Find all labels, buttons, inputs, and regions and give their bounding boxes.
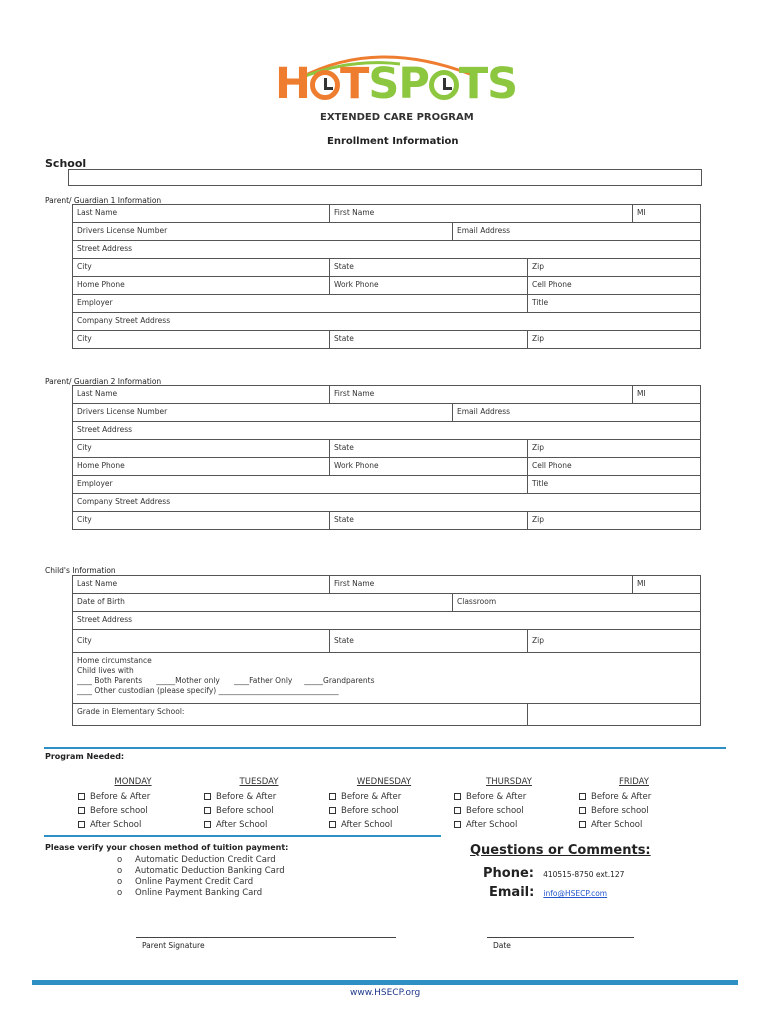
city-field[interactable]: City bbox=[73, 440, 330, 458]
day-friday bbox=[579, 777, 689, 830]
street-field[interactable]: Street Address bbox=[73, 422, 701, 440]
day-label: WEDNESDAY bbox=[356, 777, 412, 787]
tuesday-after-school-checkbox[interactable]: After School bbox=[204, 820, 314, 830]
company-city-field[interactable]: City bbox=[73, 512, 330, 530]
tuesday-before-school-checkbox[interactable]: Before school bbox=[204, 806, 314, 816]
day-label: FRIDAY bbox=[618, 777, 649, 787]
child-zip-field[interactable]: Zip bbox=[528, 630, 701, 653]
child-street-field[interactable]: Street Address bbox=[73, 612, 701, 630]
email-label: Email: bbox=[489, 885, 535, 900]
title-field[interactable]: Title bbox=[528, 295, 701, 313]
program-title: Program Needed: bbox=[45, 752, 125, 761]
home-phone-field[interactable]: Home Phone bbox=[73, 458, 330, 476]
thursday-before-after-checkbox[interactable]: Before & After bbox=[454, 792, 564, 802]
zip-field[interactable]: Zip bbox=[528, 259, 701, 277]
drivers-license-field[interactable]: Drivers License Number bbox=[73, 404, 453, 422]
guardian1-section-title: Parent/ Guardian 1 Information bbox=[45, 196, 162, 205]
email-field[interactable]: Email Address bbox=[453, 404, 701, 422]
classroom-field[interactable]: Classroom bbox=[453, 594, 701, 612]
monday-before-after-checkbox[interactable]: Before & After bbox=[78, 792, 188, 802]
work-phone-field[interactable]: Work Phone bbox=[330, 277, 528, 295]
parent-signature-label: Parent Signature bbox=[142, 941, 205, 950]
company-street-field[interactable]: Company Street Address bbox=[73, 313, 701, 331]
zip-field[interactable]: Zip bbox=[528, 440, 701, 458]
payment-option-3[interactable]: o Online Payment Credit Card bbox=[117, 877, 254, 887]
clock-icon bbox=[429, 70, 459, 100]
phone-value: 410515-8750 ext.127 bbox=[543, 870, 625, 879]
email-field[interactable]: Email Address bbox=[453, 223, 701, 241]
wednesday-before-school-checkbox[interactable]: Before school bbox=[329, 806, 439, 816]
payment-option-1[interactable]: o Automatic Deduction Credit Card bbox=[117, 855, 276, 865]
child-last-name-field[interactable]: Last Name bbox=[73, 576, 330, 594]
drivers-license-field[interactable]: Drivers License Number bbox=[73, 223, 453, 241]
last-name-field[interactable]: Last Name bbox=[73, 205, 330, 223]
phone-label: Phone: bbox=[483, 866, 534, 881]
cell-phone-field[interactable]: Cell Phone bbox=[528, 458, 701, 476]
guardian2-section-title: Parent/ Guardian 2 Information bbox=[45, 377, 162, 386]
footer-bar bbox=[32, 980, 738, 985]
home-circumstance-field[interactable]: Home circumstance Child lives with ____ Both Parents _____Mother only ____Father Only _____Grandparents ____ Other custodian (please specify) ________________________________ bbox=[73, 653, 701, 704]
day-wednesday bbox=[329, 777, 439, 830]
school-field[interactable] bbox=[68, 169, 702, 186]
child-first-name-field[interactable]: First Name bbox=[330, 576, 633, 594]
company-city-field[interactable]: City bbox=[73, 331, 330, 349]
friday-before-school-checkbox[interactable]: Before school bbox=[579, 806, 689, 816]
friday-before-after-checkbox[interactable]: Before & After bbox=[579, 792, 689, 802]
date-label: Date bbox=[493, 941, 511, 950]
school-label: School bbox=[45, 157, 87, 170]
email-row bbox=[489, 881, 607, 900]
section-divider bbox=[44, 747, 726, 749]
day-label: MONDAY bbox=[114, 777, 152, 787]
tuesday-before-after-checkbox[interactable]: Before & After bbox=[204, 792, 314, 802]
program-name: EXTENDED CARE PROGRAM bbox=[320, 112, 474, 123]
footer-website[interactable]: www.HSECP.org bbox=[350, 988, 421, 998]
thursday-before-school-checkbox[interactable]: Before school bbox=[454, 806, 564, 816]
child-state-field[interactable]: State bbox=[330, 630, 528, 653]
child-mi-field[interactable]: MI bbox=[633, 576, 701, 594]
mi-field[interactable]: MI bbox=[633, 386, 701, 404]
company-street-field[interactable]: Company Street Address bbox=[73, 494, 701, 512]
parent-signature-line[interactable] bbox=[136, 937, 396, 938]
day-label: THURSDAY bbox=[486, 777, 532, 787]
day-thursday bbox=[454, 777, 564, 830]
day-monday bbox=[78, 777, 188, 830]
child-table bbox=[72, 575, 701, 726]
company-state-field[interactable]: State bbox=[330, 512, 528, 530]
wednesday-before-after-checkbox[interactable]: Before & After bbox=[329, 792, 439, 802]
title-field[interactable]: Title bbox=[528, 476, 701, 494]
home-phone-field[interactable]: Home Phone bbox=[73, 277, 330, 295]
logo-wordmark: H TSP TS bbox=[275, 59, 518, 109]
day-tuesday bbox=[204, 777, 314, 830]
first-name-field[interactable]: First Name bbox=[330, 205, 633, 223]
child-section-title: Child's Information bbox=[45, 566, 116, 575]
street-field[interactable]: Street Address bbox=[73, 241, 701, 259]
work-phone-field[interactable]: Work Phone bbox=[330, 458, 528, 476]
grade-field[interactable]: Grade in Elementary School: bbox=[73, 704, 528, 726]
employer-field[interactable]: Employer bbox=[73, 476, 528, 494]
payment-option-4[interactable]: o Online Payment Banking Card bbox=[117, 888, 263, 898]
first-name-field[interactable]: First Name bbox=[330, 386, 633, 404]
thursday-after-school-checkbox[interactable]: After School bbox=[454, 820, 564, 830]
guardian2-table bbox=[72, 385, 701, 530]
grade-value-field[interactable] bbox=[528, 704, 701, 726]
guardian1-table bbox=[72, 204, 701, 349]
state-field[interactable]: State bbox=[330, 440, 528, 458]
dob-field[interactable]: Date of Birth bbox=[73, 594, 453, 612]
company-state-field[interactable]: State bbox=[330, 331, 528, 349]
payment-title: Please verify your chosen method of tuition payment: bbox=[45, 843, 289, 852]
form-title: Enrollment Information bbox=[327, 136, 459, 147]
city-field[interactable]: City bbox=[73, 259, 330, 277]
contact-title: Questions or Comments: bbox=[470, 843, 651, 858]
employer-field[interactable]: Employer bbox=[73, 295, 528, 313]
last-name-field[interactable]: Last Name bbox=[73, 386, 330, 404]
date-line[interactable] bbox=[487, 937, 634, 938]
company-zip-field[interactable]: Zip bbox=[528, 512, 701, 530]
child-city-field[interactable]: City bbox=[73, 630, 330, 653]
payment-options bbox=[117, 855, 285, 899]
company-zip-field[interactable]: Zip bbox=[528, 331, 701, 349]
day-label: TUESDAY bbox=[239, 777, 279, 787]
section-divider bbox=[44, 835, 441, 837]
cell-phone-field[interactable]: Cell Phone bbox=[528, 277, 701, 295]
mi-field[interactable]: MI bbox=[633, 205, 701, 223]
wednesday-after-school-checkbox[interactable]: After School bbox=[329, 820, 439, 830]
email-link[interactable]: info@HSECP.com bbox=[543, 889, 608, 898]
state-field[interactable]: State bbox=[330, 259, 528, 277]
phone-row bbox=[483, 862, 624, 881]
payment-option-2[interactable]: o Automatic Deduction Banking Card bbox=[117, 866, 285, 876]
clock-icon bbox=[310, 70, 340, 100]
monday-before-school-checkbox[interactable]: Before school bbox=[78, 806, 188, 816]
monday-after-school-checkbox[interactable]: After School bbox=[78, 820, 188, 830]
friday-after-school-checkbox[interactable]: After School bbox=[579, 820, 689, 830]
